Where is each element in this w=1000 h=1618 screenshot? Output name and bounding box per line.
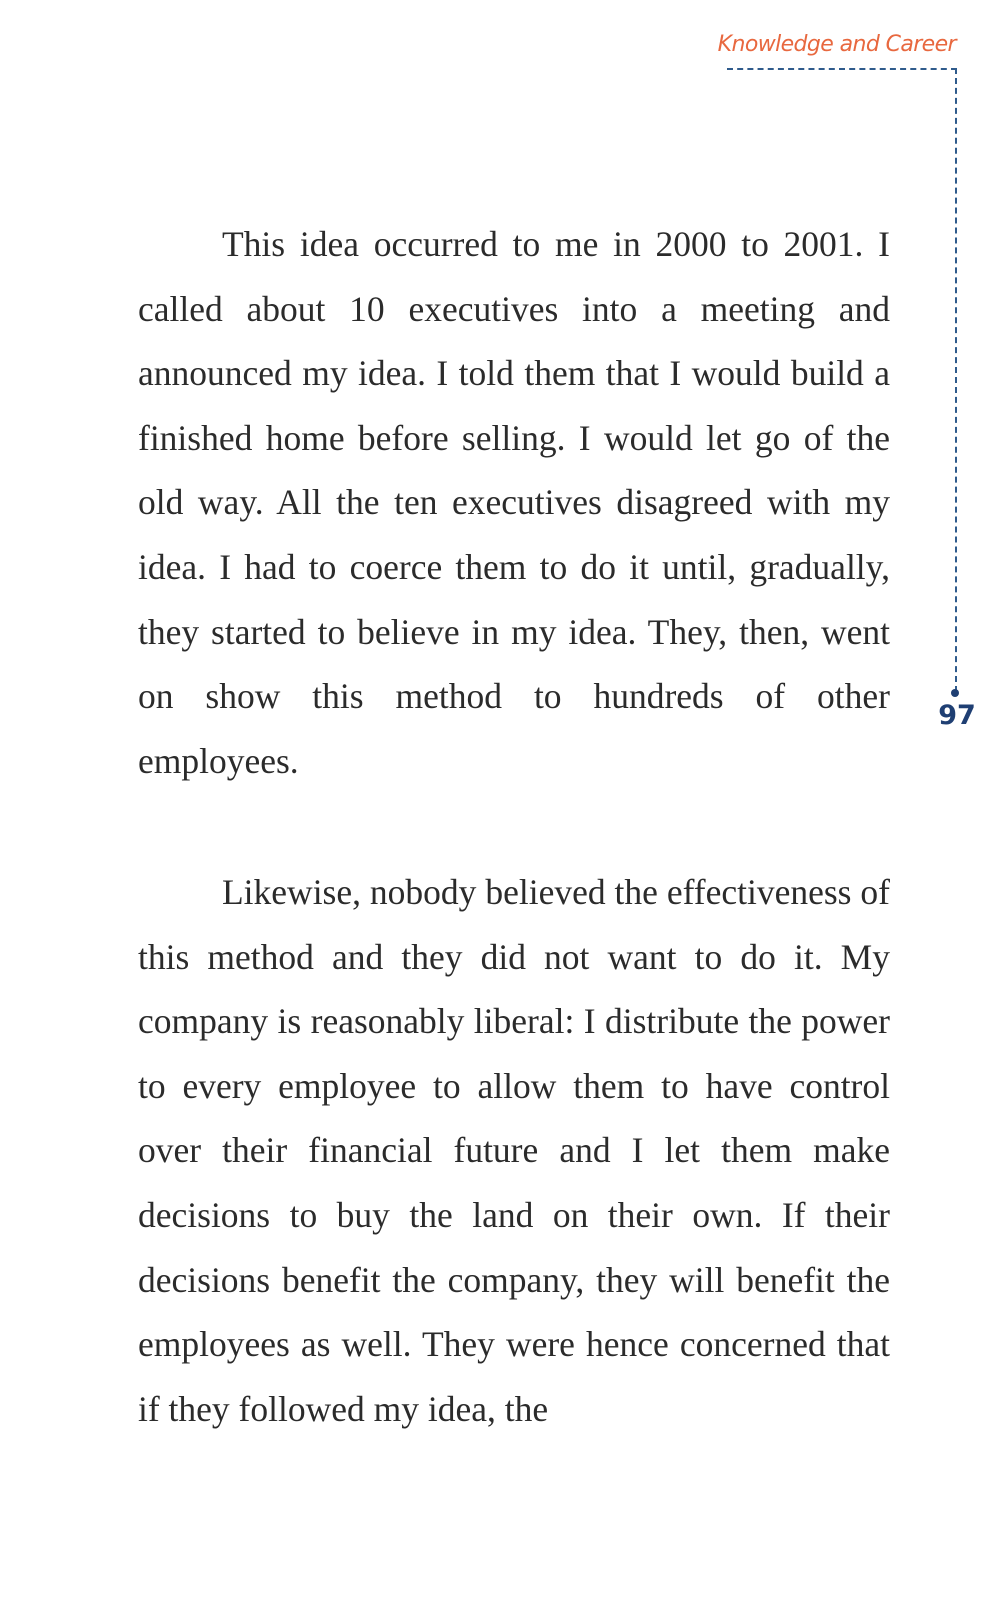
body-paragraph-1: This idea occurred to me in 2000 to 2001. I called about 10 executives into a meeting and announced my idea. I told them that I would build a finished home before selling. I would let go of the old way. All the ten executives disagreed with my idea. I had to coerce them to do it until, gradually, they started to believe in my idea. They, then, went on show this method to hundreds of other employees. — [138, 224, 890, 781]
body-paragraph-2: Likewise, nobody believed the effectiveness of this method and they did not want to do it. My company is reasonably liberal: I distribute the power to every employee to allow them to have control over their financial future and I let them make decisions to buy the land on their own. If their decisions benefit the company, they will benefit the employees as well. They were hence concerned that if they followed my idea, the — [138, 872, 890, 1429]
page-number: 97 — [938, 700, 976, 731]
header-rule-horizontal — [727, 68, 957, 70]
running-header: Knowledge and Career — [717, 32, 956, 57]
rule-end-dot — [951, 689, 959, 697]
header-rule-vertical — [955, 68, 957, 692]
